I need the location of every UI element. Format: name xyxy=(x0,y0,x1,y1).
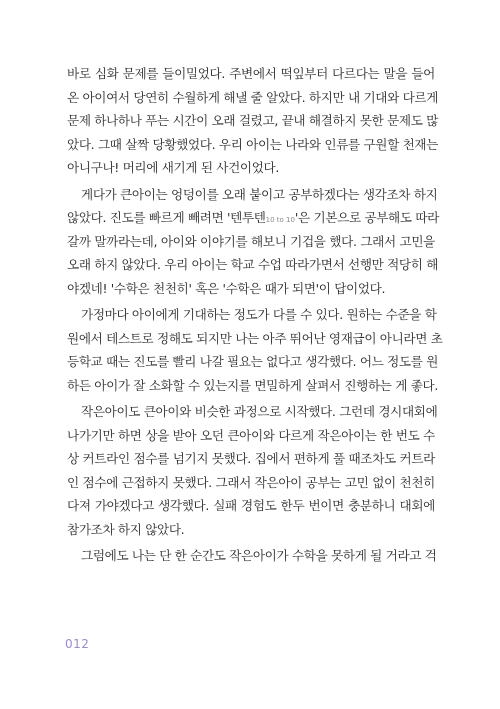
text-segment: '은 기본으로 공부해도 따라 xyxy=(294,210,439,225)
text-line: 가정마다 아이에게 기대하는 정도가 다를 수 있다. 원하는 수준을 학 xyxy=(81,307,437,322)
text-line: 원에서 테스트로 정해도 되지만 나는 아주 뛰어난 영재급이 아니라면 초 xyxy=(67,330,443,346)
text-line: 참가조차 하지 않았다. xyxy=(67,521,185,537)
text-segment: 않았다. 진도를 빠르게 빼려면 '텐투텐 xyxy=(67,210,266,225)
text-line: 바로 심화 문제를 들이밀었다. 주변에서 떡잎부터 다르다는 말을 들어 xyxy=(67,66,435,81)
text-line: 았다. 그때 살짝 당황했었다. 우리 아이는 나라와 인류를 구원할 천재는 xyxy=(67,136,439,152)
text-line: 다져 가야겠다고 생각했다. 실패 경험도 한두 번이면 충분하니 대회에 xyxy=(67,498,435,513)
body-text xyxy=(67,62,443,568)
text-line: 아니구나! 머리에 새기게 된 사건이었다. xyxy=(67,160,280,175)
text-line: 갈까 말까라는데, 아이와 이야기를 해보니 기겁을 했다. 그래서 고민을 xyxy=(67,233,435,249)
text-line: 인 점수에 근접하지 못했다. 그래서 작은아이 공부는 고민 없이 천천히 xyxy=(67,474,435,490)
text-line: 문제 하나하나 푸는 시간이 오래 걸렸고, 끝내 해결하지 못한 문제도 많 xyxy=(67,113,439,128)
text-line: 하든 아이가 잘 소화할 수 있는지를 면밀하게 살펴서 진행하는 게 좋다. xyxy=(67,377,439,393)
text-line: 그럼에도 나는 단 한 순간도 작은아이가 수학을 못하게 될 거라고 걱 xyxy=(81,548,437,563)
text-line: 나가기만 하면 상을 받아 오던 큰아이와 다르게 작은아이는 한 번도 수 xyxy=(67,427,435,443)
text-line: 상 커트라인 점수를 넘기지 못했다. 집에서 편하게 풀 때조차도 커트라 xyxy=(67,451,435,466)
text-line: 야겠네! '수학은 천천히' 혹은 '수학은 때가 되면'이 답이었다. xyxy=(67,280,386,296)
pronunciation-annotation: 10 to 10 xyxy=(265,216,295,224)
text-line: 온 아이여서 당연히 수월하게 해낼 줄 알았다. 하지만 내 기대와 다르게 xyxy=(67,89,439,105)
text-line: 오래 하지 않았다. 우리 아이는 학교 수업 따라가면서 선행만 적당히 해 xyxy=(67,257,439,272)
text-line: 등학교 때는 진도를 빨리 나갈 필요는 없다고 생각했다. 어느 정도를 원 xyxy=(67,354,439,369)
page-number: 012 xyxy=(65,637,90,651)
text-line: 작은아이도 큰아이와 비슷한 과정으로 시작했다. 그런데 경시대회에 xyxy=(81,404,438,419)
text-line: 게다가 큰아이는 엉덩이를 오래 붙이고 공부하겠다는 생각조차 하지 xyxy=(81,186,438,202)
text-line-with-annotation xyxy=(67,206,439,230)
